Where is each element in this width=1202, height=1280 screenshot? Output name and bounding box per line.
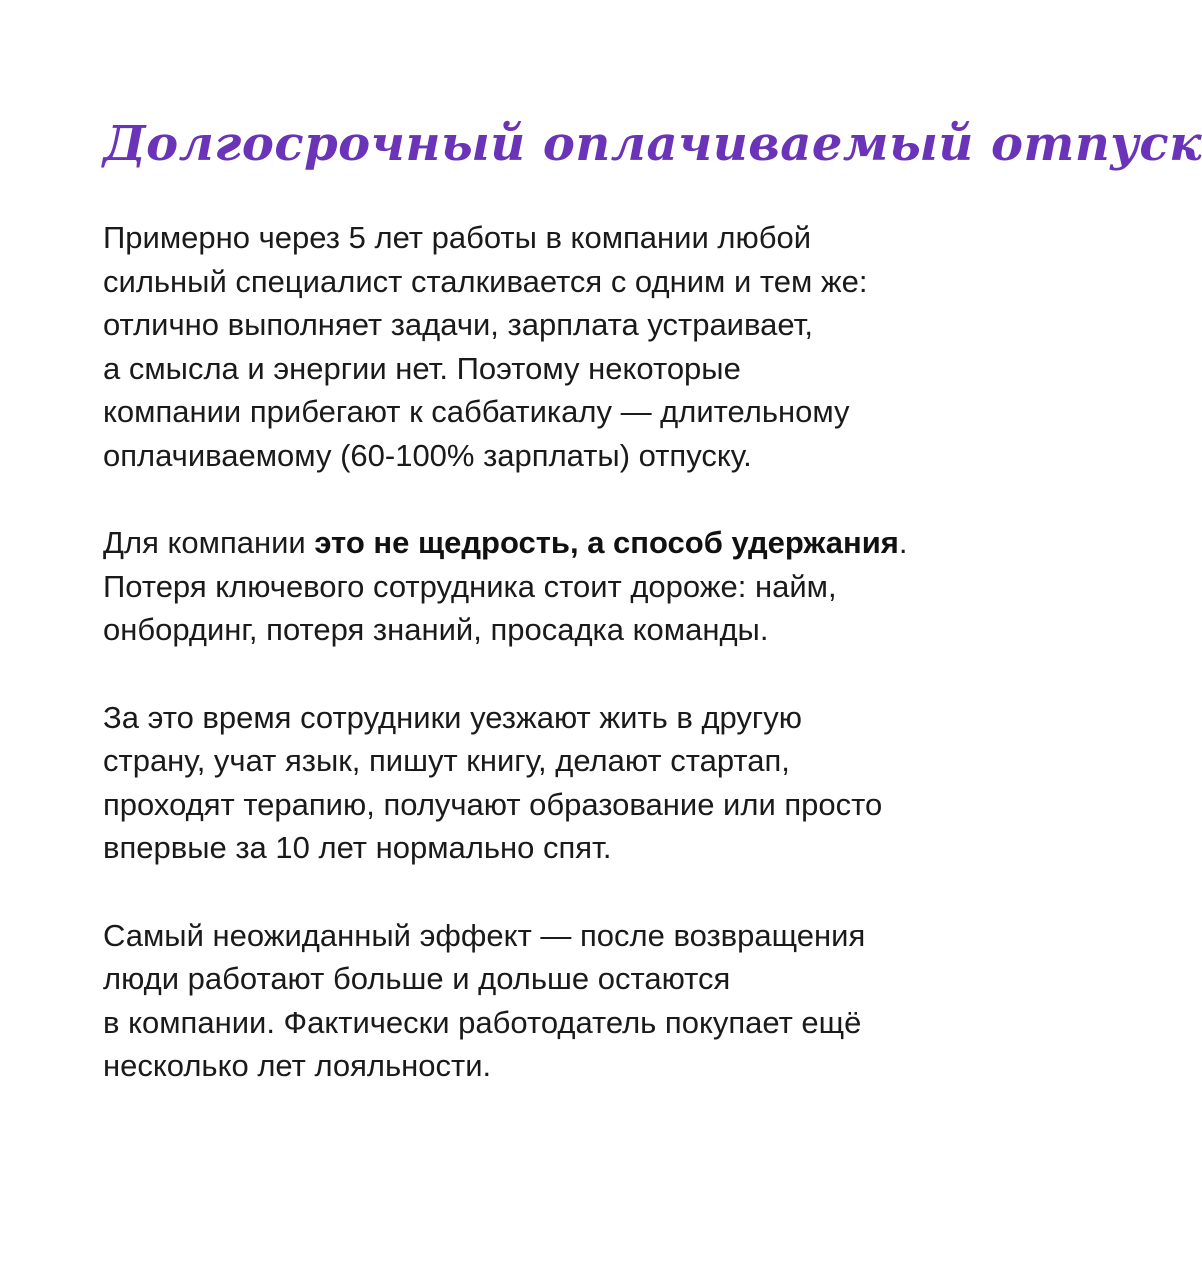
page-title: Долгосрочный оплачиваемый отпуск: [103, 116, 1202, 172]
text-line: впервые за 10 лет нормально спят.: [103, 830, 612, 866]
text-line: За это время сотрудники уезжают жить в другую: [103, 699, 802, 735]
paragraph-retention: [103, 521, 963, 652]
text-line: Самый неожиданный эффект — после возвращения: [103, 917, 866, 953]
text-line: люди работают больше и дольше остаются: [103, 961, 731, 997]
paragraph-intro: [103, 216, 963, 478]
text-line: в компании. Фактически работодатель покупает ещё: [103, 1004, 862, 1040]
text-line: [103, 521, 963, 565]
text-suffix: .: [898, 525, 908, 561]
paragraph-activities: [103, 696, 963, 870]
text-line: а смысла и энергии нет. Поэтому некоторые: [103, 350, 741, 386]
text-line: сильный специалист сталкивается с одним и тем же:: [103, 263, 868, 299]
text-line: проходят терапию, получают образование или просто: [103, 786, 883, 822]
text-line: оплачиваемому (60-100% зарплаты) отпуску.: [103, 437, 752, 473]
text-line: компании прибегают к саббатикалу — длительному: [103, 394, 850, 430]
text-prefix: Для компании: [103, 525, 315, 561]
text-line: несколько лет лояльности.: [103, 1048, 492, 1084]
text-line: онбординг, потеря знаний, просадка команды.: [103, 612, 769, 648]
text-line: Потеря ключевого сотрудника стоит дороже: найм,: [103, 568, 837, 604]
text-line: страну, учат язык, пишут книгу, делают стартап,: [103, 743, 790, 779]
text-line: отлично выполняет задачи, зарплата устраивает,: [103, 307, 813, 343]
paragraph-effect: [103, 914, 963, 1088]
emphasis-text: это не щедрость, а способ удержания: [314, 525, 899, 561]
article-body: [103, 216, 963, 1131]
text-line: Примерно через 5 лет работы в компании любой: [103, 220, 812, 255]
